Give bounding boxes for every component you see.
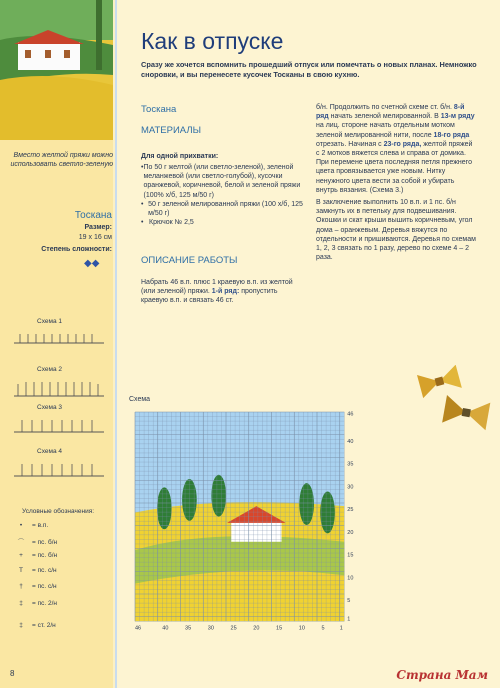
- instructions-text: б/н. Продолжить по счетной схеме ст. б/н. 8-й ряд начать зеленой мелированной. В 13-м ряду на лиц. стороне начать отдельным мотком зеленой мелированной нити, после 18-го ряда отрезать. Начиная с 23-го ряда, желтой пряжей с 2 мотков вяжется слева и справа от домика. При перемене цвета последняя петля прежнего цвета провязывается уже новым. Нитку ненужного цвета вести за собой и убирать внутрь вязания. (Схема 3.) В заключение выполнить 10 в.п. и 1 пс. б/н замкнуть их в петельку для подвешивания. Окошки и скат крыши вышить коричневым, угол дома – оранжевым. Деревья вяжутся по отдельности и пришиваются. Деревья по схемам 1, 2, 3 связать по 1 разу, дерево по схеме 4 – 2 раза.: [316, 104, 476, 262]
- list-item: • По 50 г желтой (или светло-зеленой), зеленой меланжевой (или светло-голубой), кусочки оранжевой, коричневой, белой и зеленой пряжи (100% х/б, 125 м/50 г): [141, 164, 301, 199]
- chart-col-label: 25: [230, 625, 237, 632]
- scheme-1-label: Схема 1: [37, 318, 62, 325]
- list-item: • 50 г зеленой мелированной пряжи (100 х/б, 125 м/50 г): [141, 200, 303, 218]
- chart-col-label: 15: [276, 625, 283, 632]
- page-title: Как в отпуске: [141, 28, 284, 54]
- photo-caption: Вместо желтой пряжи можно использовать светло-зеленую: [10, 152, 113, 168]
- legend-item: ⌒ = пс. б/н: [10, 537, 57, 546]
- single-crochet-icon: +: [19, 552, 23, 559]
- intro-text: Сразу же хочется вспомнить прошедший отпуск или помечтать о новых планах. Немножко сноровки, и вы перенесете кусочек Тосканы в свою кухню.: [141, 60, 477, 79]
- difficulty-label: Степень сложности:: [41, 246, 112, 253]
- scheme-4-label: Схема 4: [37, 448, 62, 455]
- chart-tree: [157, 487, 172, 529]
- legend-item: † = пс. с/н: [10, 583, 57, 590]
- chart: [127, 400, 367, 642]
- section-name: Тоскана: [141, 104, 177, 115]
- chain-stitch-icon: •: [19, 522, 23, 529]
- chart-row-label: 25: [347, 507, 354, 514]
- chart-col-label: 1: [339, 625, 343, 632]
- chart-col-label: 20: [253, 625, 260, 632]
- chart-tree: [320, 492, 335, 534]
- sidebar: [0, 0, 113, 688]
- chart-col-label: 5: [321, 625, 325, 632]
- chart-col-label: 10: [298, 625, 305, 632]
- slip-stitch-icon: ⌒: [17, 539, 25, 546]
- watermark: Страна Мам: [396, 668, 488, 682]
- legend-item: • = в.п.: [10, 522, 48, 529]
- legend-item: + = пс. б/н: [10, 552, 57, 559]
- treble-post-icon: ‡: [19, 622, 23, 629]
- legend-item: T = пс. с/н: [10, 567, 57, 574]
- chart-row-label: 20: [347, 529, 354, 536]
- main-content: [117, 0, 500, 688]
- treble-crochet-icon: ‡: [19, 600, 23, 607]
- chart-row-label: 30: [347, 484, 354, 491]
- size-value: 19 x 16 см: [78, 234, 112, 241]
- chart-tree: [211, 475, 226, 517]
- chart-tree: [182, 479, 197, 521]
- scheme-4-diagram: [12, 458, 107, 480]
- chart-row-label: 15: [347, 552, 354, 559]
- difficulty-icon: ◆◆: [84, 258, 100, 269]
- chart-row-label: 10: [347, 575, 354, 582]
- scheme-2-diagram: [12, 376, 107, 400]
- materials-heading: МАТЕРИАЛЫ: [141, 125, 202, 136]
- chart-row-label: 5: [347, 598, 351, 605]
- work-text: Набрать 46 в.п. плюс 1 краевую в.п. из желтой (или зеленой) пряжи. 1-й ряд: пропустить краевую в.п. и связать 46 ст.: [141, 279, 293, 305]
- one-holder-label: Для одной прихватки:: [141, 153, 219, 160]
- pasta-decoration: [407, 365, 497, 440]
- chart-row-label: 35: [347, 461, 354, 468]
- chart-row-label: 40: [347, 438, 354, 445]
- chart-col-label: 46: [135, 625, 142, 632]
- double-crochet-icon: †: [19, 583, 23, 590]
- chart-row-label: 1: [347, 616, 351, 623]
- list-item: • Крючок № 2,5: [141, 219, 194, 227]
- work-heading: ОПИСАНИЕ РАБОТЫ: [141, 255, 238, 266]
- scheme-1-diagram: [12, 328, 107, 348]
- chart-col-label: 35: [185, 625, 192, 632]
- legend-item: ‡ = пс. 2/н: [10, 600, 57, 607]
- chart-row-label: 46: [347, 411, 354, 418]
- scheme-3-diagram: [12, 414, 107, 436]
- materials-list: [141, 163, 306, 227]
- chart-col-label: 40: [162, 625, 169, 632]
- page-number: 8: [10, 669, 15, 678]
- chart-title: Схема: [129, 396, 151, 403]
- size-label: Размер:: [84, 224, 112, 231]
- half-double-icon: T: [19, 567, 23, 574]
- project-name: Тоскана: [74, 210, 112, 221]
- legend-title: Условные обозначения:: [22, 508, 95, 515]
- legend-item: ‡ = ст. 2/н: [10, 622, 56, 629]
- chart-house: [231, 521, 281, 542]
- product-photo: [0, 0, 113, 140]
- chart-col-label: 30: [207, 625, 214, 632]
- scheme-2-label: Схема 2: [37, 366, 62, 373]
- scheme-3-label: Схема 3: [37, 404, 62, 411]
